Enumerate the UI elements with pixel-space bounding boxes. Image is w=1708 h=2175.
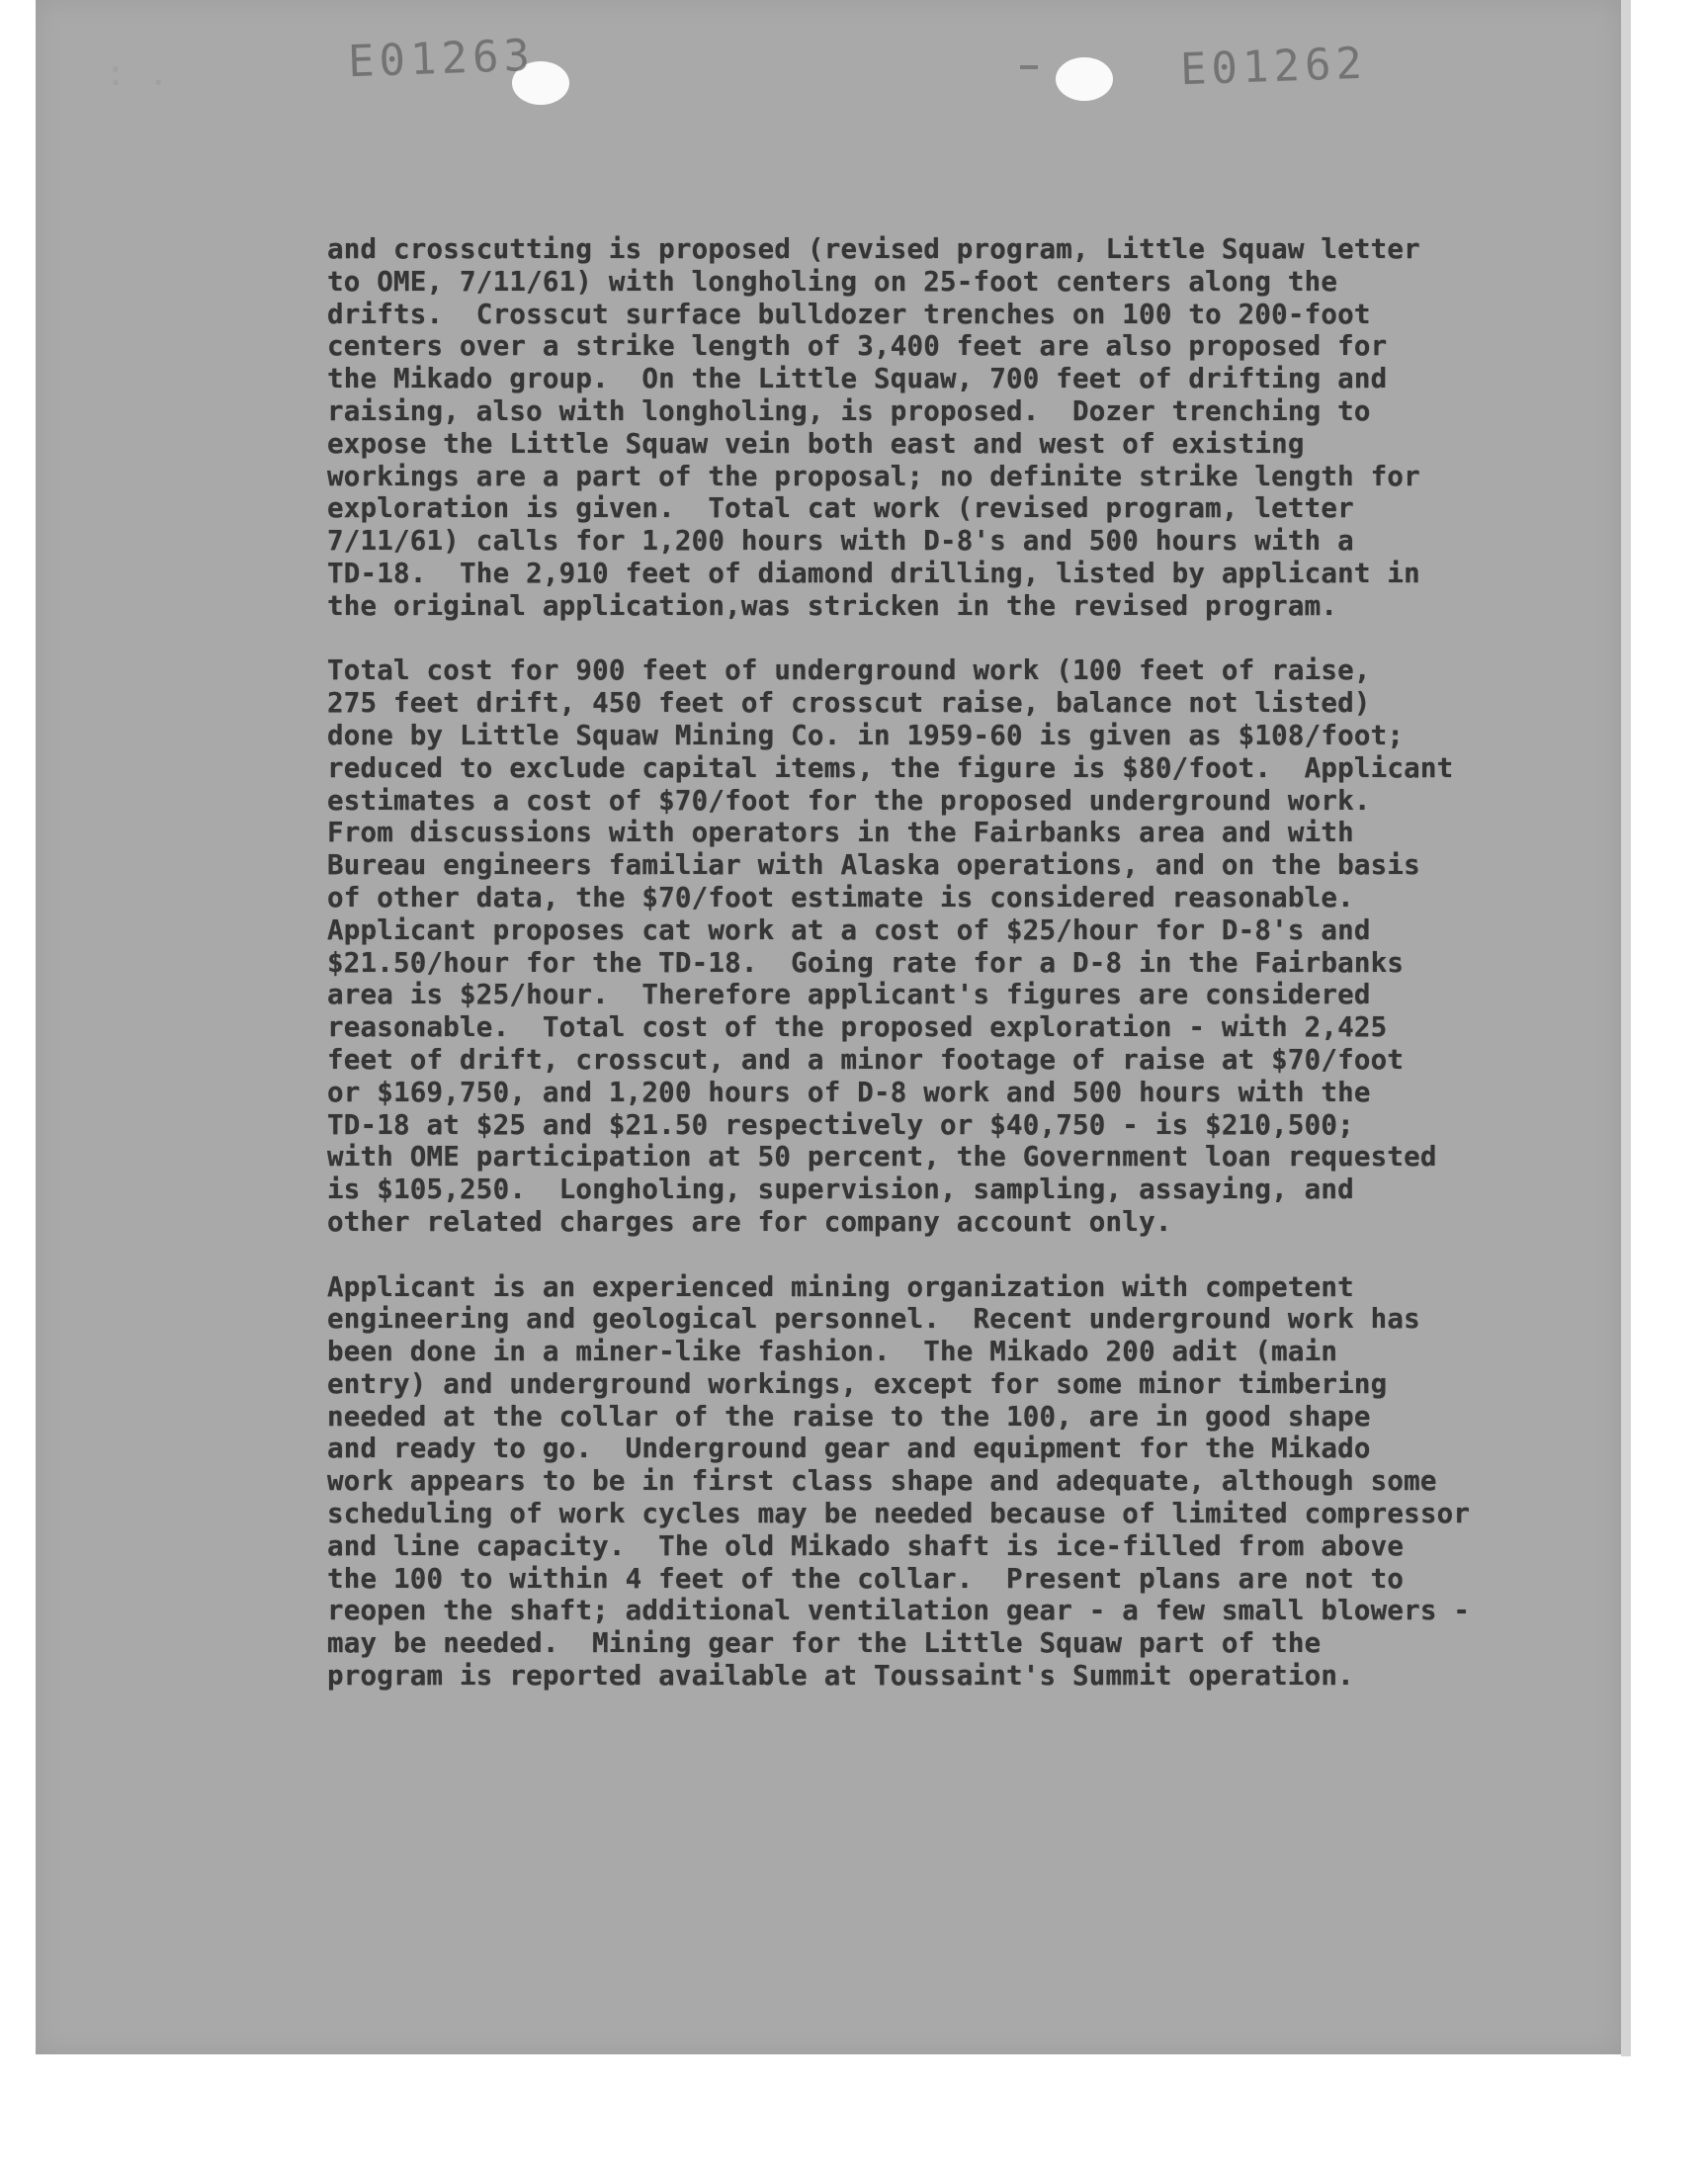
text-line: and line capacity. The old Mikado shaft is ice-filled from above — [327, 1529, 1405, 1562]
text-line: entry) and underground workings, except for some minor timbering — [327, 1367, 1388, 1400]
text-line: reduced to exclude capital items, the figure is $80/foot. Applicant — [327, 751, 1454, 784]
text-line: 275 feet drift, 450 feet of crosscut raise, balance not listed) — [327, 687, 1371, 720]
document-body — [327, 233, 1471, 1725]
dash-mark — [1020, 65, 1038, 69]
text-line: TD-18 at $25 and $21.50 respectively or $40,750 - is $210,500; — [327, 1108, 1354, 1141]
text-line: program is reported available at Toussaint's Summit operation. — [327, 1660, 1354, 1693]
text-line: area is $25/hour. Therefore applicant's figures are considered — [327, 979, 1371, 1011]
text-line: or $169,750, and 1,200 hours of D-8 work and 500 hours with the — [327, 1076, 1371, 1108]
text-line: other related charges are for company account only. — [327, 1205, 1172, 1238]
text-line: Applicant proposes cat work at a cost of $25/hour for D-8's and — [327, 914, 1371, 946]
paragraph-exploration-program — [327, 233, 1464, 623]
text-line: engineering and geological personnel. Recent underground work has — [327, 1303, 1420, 1336]
punch-hole-right — [1056, 57, 1113, 101]
text-line: TD-18. The 2,910 feet of diamond drilling, listed by applicant in — [327, 557, 1420, 589]
text-line: centers over a strike length of 3,400 feet are also proposed for — [327, 330, 1388, 363]
text-line: the Mikado group. On the Little Squaw, 700 feet of drifting and — [327, 363, 1388, 395]
text-line: of other data, the $70/foot estimate is considered reasonable. — [327, 881, 1354, 914]
text-line: feet of drift, crosscut, and a minor footage of raise at $70/foot — [327, 1043, 1405, 1076]
text-line: From discussions with operators in the Fairbanks area and with — [327, 817, 1354, 849]
text-line: 7/11/61) calls for 1,200 hours with D-8's and 500 hours with a — [327, 525, 1354, 558]
text-line: and crosscutting is proposed (revised program, Little Squaw letter — [327, 233, 1420, 265]
text-line: Bureau engineers familiar with Alaska operations, and on the basis — [327, 849, 1420, 882]
text-line: reopen the shaft; additional ventilation gear - a few small blowers - — [327, 1595, 1471, 1627]
paragraph-applicant-assessment — [327, 1270, 1471, 1693]
text-line: exploration is given. Total cat work (revised program, letter — [327, 492, 1354, 525]
text-line: work appears to be in first class shape and adequate, although some — [327, 1465, 1437, 1498]
corner-mark: : . — [105, 53, 170, 94]
text-line: expose the Little Squaw vein both east and west of existing — [327, 427, 1305, 460]
text-line: done by Little Squaw Mining Co. in 1959-60 is given as $108/foot; — [327, 719, 1405, 751]
text-line: drifts. Crosscut surface bulldozer trenches on 100 to 200-foot — [327, 298, 1371, 330]
text-line: and ready to go. Underground gear and equipment for the Mikado — [327, 1433, 1371, 1465]
text-line: needed at the collar of the raise to the 100, are in good shape — [327, 1400, 1371, 1433]
text-line: Total cost for 900 feet of underground work (100 feet of raise, — [327, 654, 1371, 687]
text-line: the 100 to within 4 feet of the collar. Present plans are not to — [327, 1562, 1405, 1595]
text-line: to OME, 7/11/61) with longholing on 25-foot centers along the — [327, 265, 1338, 298]
text-line: workings are a part of the proposal; no definite strike length for — [327, 460, 1420, 492]
text-line: estimates a cost of $70/foot for the proposed underground work. — [327, 784, 1371, 817]
text-line: is $105,250. Longholing, supervision, sampling, assaying, and — [327, 1174, 1354, 1206]
text-line: scheduling of work cycles may be needed because of limited compressor — [327, 1498, 1471, 1530]
page-number-stamp-left: E01263 — [347, 30, 536, 88]
page-number-stamp-right: E01262 — [1179, 38, 1368, 96]
text-line: $21.50/hour for the TD-18. Going rate for a D-8 in the Fairbanks — [327, 946, 1405, 979]
page-edge — [1621, 0, 1631, 2056]
text-line: been done in a miner-like fashion. The Mikado 200 adit (main — [327, 1336, 1338, 1368]
text-line: may be needed. Mining gear for the Little Squaw part of the — [327, 1627, 1322, 1660]
text-line: with OME participation at 50 percent, the Government loan requested — [327, 1141, 1437, 1174]
text-line: Applicant is an experienced mining organization with competent — [327, 1270, 1354, 1303]
paragraph-cost-estimate — [327, 654, 1464, 1238]
text-line: reasonable. Total cost of the proposed exploration - with 2,425 — [327, 1011, 1388, 1044]
text-line: raising, also with longholing, is proposed. Dozer trenching to — [327, 394, 1371, 427]
text-line: the original application,was stricken in the revised program. — [327, 589, 1338, 622]
